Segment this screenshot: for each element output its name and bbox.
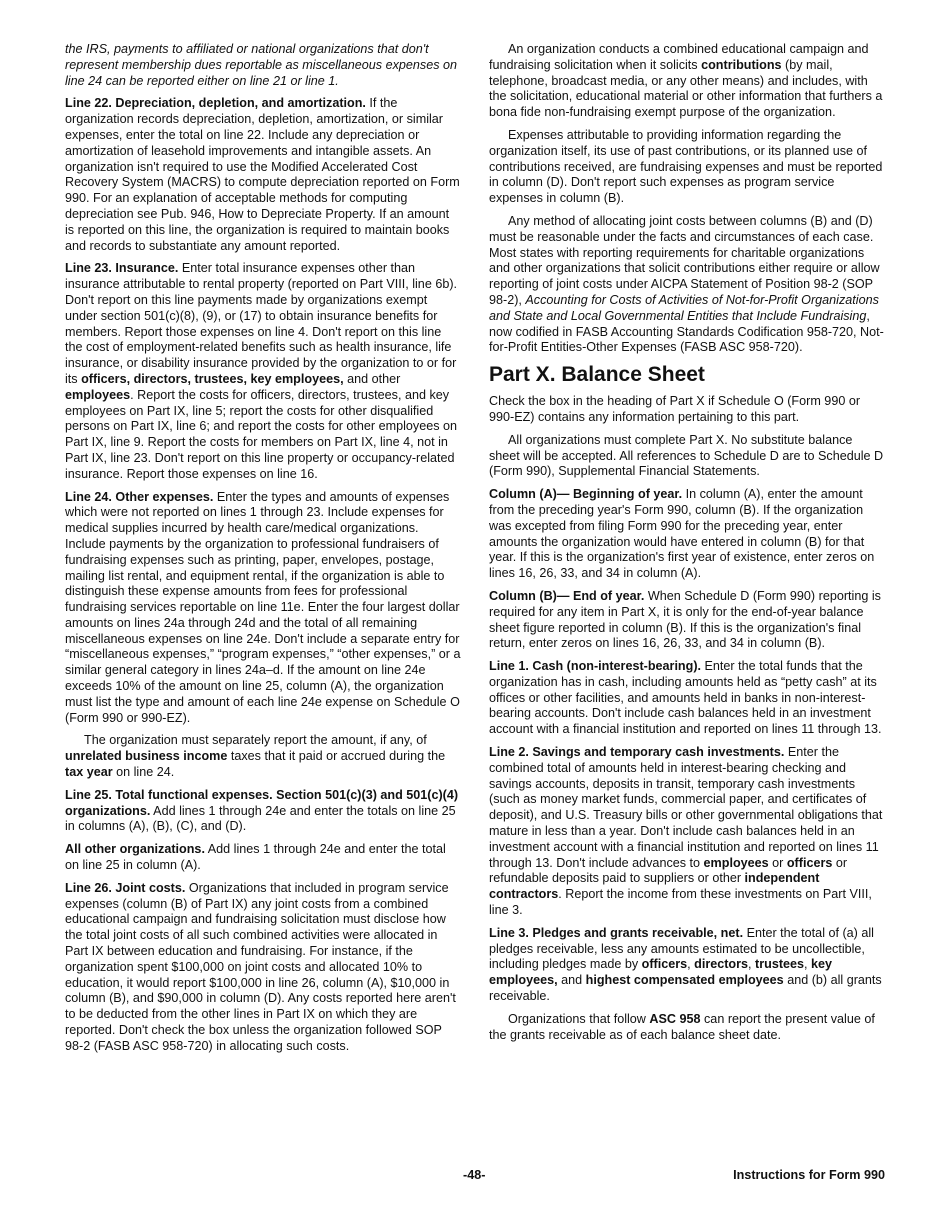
line23-heading: Line 23. Insurance. [65,261,179,276]
line26-paragraph [65,881,461,1055]
line24-heading: Line 24. Other expenses. [65,489,214,504]
column-b-text: When Schedule D (Form 990) reporting is required for any item in Part X, it is only for the end-of-year balance sheet figure reported in column (B). If this is the organization's final return, enter zeros on lines 16, 26, 33, and 34 in column (B). [489,588,881,651]
line2-paragraph [489,745,885,919]
line24-paragraph [65,490,461,727]
page-footer [65,1168,885,1184]
line26-text: Organizations that included in program service expenses (column (B) of Part IX) any joint costs from a combined educational campaign and fundraising solicitation must disclose how the total joint costs of all such combined activities were allocated in Part IX between education and fundraising. For instance, if the organization spent $100,000 on joint costs and allocated 10% to education, it would report $100,000 in line 26, column (A), $10,000 in column (B), and $90,000 in column (D). Any costs reported here aren't to be deducted from the other lines in Part IX on which they are reported. Don't check the box unless the organization followed SOP 98-2 (FASB ASC 958-720) in allocating such costs. [65,880,456,1053]
line23-text: . Report the costs for officers, directors, trustees, and key employees on Part IX, line 5; report the costs for other disqualified persons on Part IX, line 6; and report the costs for other employees on Part IX, line 9. Report the costs for members on Part IX, line 4, not in Part IX, line 23. Don't report on this line property or occupancy-related insurance. Report those expenses on line 16. [65,387,458,481]
allocation-method-paragraph [489,214,885,356]
asc958-paragraph [489,1012,885,1044]
joint-campaign-paragraph [489,42,885,121]
line2-bold-term: officers [786,855,833,870]
line22-heading: Line 22. Depreciation, depletion, and amortization. [65,96,366,111]
fundraising-expenses-paragraph: Expenses attributable to providing information regarding the organization itself, its use of past contributions, or its planned use of contributions received, are fundraising expenses and must be reported in column (D). Don't report such expenses as program service expenses in column (B). [489,127,883,206]
line25-other-paragraph [65,842,461,874]
joint-campaign-text: (by mail, telephone, broadcast media, or any other means) and includes, with the solicitation, educational material or other information that furthers a bona fide non-fundraising exempt purpose of the organization. [489,57,883,120]
line24-ubi-text: taxes that it paid or accrued during the [227,749,446,764]
line22-paragraph [65,96,461,254]
line2-text: or refundable deposits paid to suppliers or other [489,855,848,886]
column-a-paragraph [489,487,885,582]
line3-text: and (b) all grants receivable. [489,973,882,1004]
line25-other-heading: All other organizations. [65,842,205,857]
line3-text: and [557,973,586,988]
part-x-complete-paragraph: All organizations must complete Part X. No substitute balance sheet will be accepted. All references to Schedule D are to Schedule D (Form 990), Supplemental Financial Statements. [489,432,884,479]
line3-text: Enter the total of (a) all pledges receivable, less any amounts estimated to be uncollectible, including pledges made by [489,925,874,972]
line3-text: , [748,957,756,972]
intro-italic-paragraph: the IRS, payments to affiliated or national organizations that don't represent membership dues reportable as miscellaneous expenses on line 24 can be reported either on line 21 or line 1. [65,42,458,88]
allocation-method-text: , now codified in FASB Accounting Standards Codification 958-720, Not-for-Profit Entities-Other Expenses (FASB ASC 958-720). [489,308,884,355]
asc958-bold-term: ASC 958 [649,1011,701,1026]
line24-ubi-bold-term: tax year [65,765,113,780]
allocation-method-text: Any method of allocating joint costs between columns (B) and (D) must be reasonable under the facts and circumstances of each case. Most states with reporting requirements for charitable organizations and other organizations that solicit contributions either require or allow reporting of joint costs under AICPA Statement of Position 98-2 (SOP 98-2), [489,213,880,307]
asc958-text: Organizations that follow [508,1011,650,1026]
line1-text: Enter the total funds that the organization has in cash, including amounts held as “petty cash” at its offices or other facilities, and amounts held in banks in non-interest-bearing accounts. Don't include cash balances held in an investment account with a financial institution and reported on lines 11 through 13. [489,659,882,737]
left-column [65,42,461,1062]
line2-text: Enter the combined total of amounts held in interest-bearing checking and savings accounts, deposits in transit, temporary cash investments (such as money market funds, commercial paper, and certificates of deposit), and U.S. Treasury bills or other governmental obligations that mature in less than a year. Don't include cash balances held in an investment account with a financial institution and reported on lines 11 through 13. Don't include advances to [489,745,883,870]
line2-bold-term: employees [703,855,769,870]
page-number: -48- [463,1168,486,1182]
line3-bold-term: officers [641,957,688,972]
line3-bold-term: directors [694,957,749,972]
line2-text: . Report the income from these investments on Part VIII, line 3. [489,887,872,918]
joint-campaign-bold-term: contributions [701,57,782,72]
column-a-heading: Column (A)— Beginning of year. [489,487,683,502]
line3-text: , [687,957,695,972]
column-a-text: In column (A), enter the amount from the preceding year's Form 990, column (B). If the organization was excepted from filing Form 990 for the preceding year, enter amounts the organization would have entered in column (B) for that year. If this is the organization's first year of existence, enter zeros on lines 16, 26, 33, and 34 in column (A). [489,487,875,581]
line23-bold-term: officers, directors, trustees, key employees, [81,371,344,386]
line25-other-text: Add lines 1 through 24e and enter the total on line 25 in column (A). [65,842,446,873]
line22-text: If the organization records depreciation, depletion, amortization, or similar expenses, enter the total on line 22. Include any depreciation or amortization of leasehold improvements and intangible assets. An organization isn't required to use the Modified Accelerated Cost Recovery System (MACRS) to compute depreciation reported on Form 990. For an explanation of acceptable methods for computing depreciation see Pub. 946, How to Depreciate Property. If an amount is reported on this line, the organization is required to maintain books and records to substantiate any amount reported. [65,96,460,253]
line24-ubi-bold-term: unrelated business income [65,749,228,764]
line2-bold-term: independent contractors [489,871,820,902]
line3-paragraph [489,926,885,1005]
line24-text: Enter the types and amounts of expenses which were not reported on lines 1 through 23. Include expenses for medical supplies incurred by health care/medical organizations. Include payments by the organization to professional fundraisers of fundraising expenses such as printing, paper, envelopes, postage, mailing list rental, and equipment rental, if the organization is able to distinguish these expense amounts from fees for professional fundraising services reportable on line 11e. Enter the four largest dollar amounts on lines 24a through 24d and the total of all remaining miscellaneous expenses on line 24e. Don't include a separate entry for “miscellaneous expenses,” “program expenses,” “other expenses,” or a similar general category in lines 24a–d. If the amount on line 24e exceeds 10% of the amount on line 25, column (A), the organization must list the type and amount of each line 24e expense on Schedule O (Form 990 or 990-EZ). [65,489,461,725]
line25-heading: Line 25. Total functional expenses. Section 501(c)(3) and 501(c)(4) organizations. [65,787,459,818]
asc958-text: can report the present value of the grants receivable as of each balance sheet date. [489,1011,875,1042]
joint-campaign-text: An organization conducts a combined educational campaign and fundraising solicitation when it solicits [489,42,869,72]
line24-ubi-text: on line 24. [112,765,175,780]
line2-text: or [768,855,787,870]
column-b-heading: Column (B)— End of year. [489,588,645,603]
line23-text: Enter total insurance expenses other than insurance attributable to rental property (reported on Part VIII, line 6b). Don't report on this line payments made by organizations exempt under section 501(c)(8), (9), or (17) to obtain insurance benefits for members. Report those expenses on line 4. Don't report on this line the cost of employment-related benefits such as health insurance, life insurance, or disability insurance provided by the organization to or for its [65,261,458,386]
line3-heading: Line 3. Pledges and grants receivable, net. [489,925,744,940]
line2-heading: Line 2. Savings and temporary cash investments. [489,745,785,760]
right-column [489,42,885,1050]
sop-title-italic: Accounting for Costs of Activities of Not-for-Profit Organizations and State and Local Governmental Entities that Include Fundraising [489,292,879,323]
line23-bold-term: employees [65,387,131,402]
part-x-checkbox-paragraph: Check the box in the heading of Part X if Schedule O (Form 990 or 990-EZ) contains any information pertaining to this part. [489,394,861,424]
line23-paragraph [65,261,461,482]
part-x-title: Part X. Balance Sheet [489,363,705,387]
line3-bold-term: key employees, [489,957,833,988]
line24-ubi-text: The organization must separately report the amount, if any, of [84,733,427,748]
line3-bold-term: trustees [755,957,805,972]
line1-paragraph [489,659,885,738]
line23-text: and other [343,371,401,386]
form-name: Instructions for Form 990 [733,1168,885,1182]
line24-ubi-paragraph [65,733,461,780]
line3-bold-term: highest compensated employees [585,973,784,988]
line26-heading: Line 26. Joint costs. [65,880,186,895]
line1-heading: Line 1. Cash (non-interest-bearing). [489,659,702,674]
line25-paragraph [65,788,461,835]
line3-text: , [804,957,812,972]
column-b-paragraph [489,589,885,652]
line25-text: Add lines 1 through 24e and enter the totals on line 25 in columns (A), (B), (C), and (D). [65,803,456,834]
